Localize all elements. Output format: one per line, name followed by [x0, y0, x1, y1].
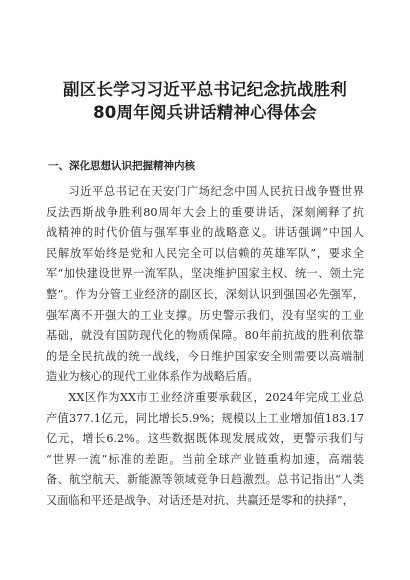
section-heading: 一、深化思想认识把握精神内核	[48, 160, 195, 172]
paragraph-line: 的是全民抗战的统一战线，今日维护国家安全则需要以高端制	[46, 349, 364, 363]
paragraph-line: 强军离不开强大的工业支撑。历史警示我们，没有坚实的工业	[46, 308, 364, 322]
paragraph-1	[46, 182, 364, 388]
title-line-1: 副区长学习习近平总书记纪念抗战胜利	[63, 80, 347, 99]
paragraph-line: 备、航空航天、新能源等领域竞争日趋激烈。总书记指出“人类	[46, 473, 364, 487]
body-text	[46, 182, 364, 512]
paragraph-line: 整”。作为分管工业经济的副区长，深刻认识到强国必先强军，	[46, 287, 364, 301]
paragraph-line: 习近平总书记在天安门广场纪念中国人民抗日战争暨世界	[68, 185, 364, 198]
paragraph-line: 产值377.1亿元，同比增长5.9%；规模以上工业增加值183.17	[46, 411, 364, 425]
paragraph-line: 军“加快建设世界一流军队，坚决维护国家主权、统一、领土完	[46, 267, 364, 281]
paragraph-2	[46, 388, 364, 512]
paragraph-line: 反法西斯战争胜利80周年大会上的重要讲话，深刻阐释了抗	[46, 205, 364, 219]
paragraph-line: 战精神的时代价值与强军事业的战略意义。讲话强调“中国人	[46, 226, 364, 240]
title-line-2: 80周年阅兵讲话精神心得体会	[93, 103, 317, 122]
paragraph-line: XX区作为XX市工业经济重要承载区，2024年完成工业总	[68, 390, 364, 404]
paragraph-line: 基础，就没有国防现代化的物质保障。80年前抗战的胜利依靠	[46, 329, 364, 343]
paragraph-line: 造业为核心的现代工业体系作为战略后盾。	[46, 370, 259, 384]
paragraph-line: 又面临和平还是战争、对话还是对抗、共赢还是零和的抉择”，	[46, 493, 354, 507]
paragraph-line: 民解放军始终是党和人民完全可以信赖的英雄军队”，要求全	[46, 246, 364, 260]
document-title	[46, 78, 364, 124]
paragraph-line: 亿元，增长6.2%。这些数据既体现发展成效，更警示我们与	[46, 432, 364, 446]
paragraph-line: “世界一流”标准的差距。当前全球产业链重构加速，高端装	[46, 452, 364, 466]
